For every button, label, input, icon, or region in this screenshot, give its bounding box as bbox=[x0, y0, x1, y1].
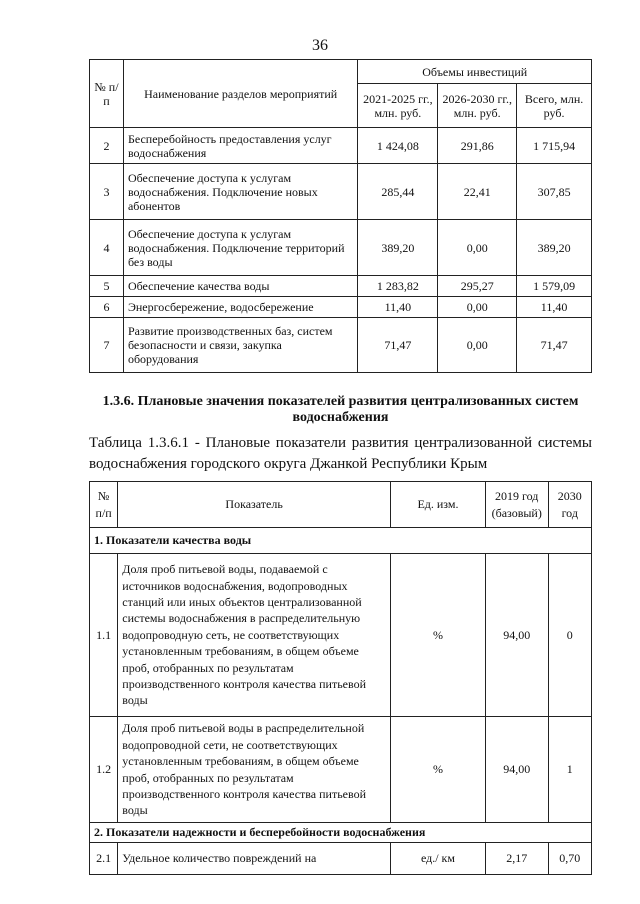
row-indicator: Удельное количество повреждений на bbox=[118, 843, 391, 875]
table-row bbox=[90, 717, 592, 823]
table-row bbox=[90, 843, 592, 875]
row-unit: % bbox=[390, 717, 485, 823]
row-num: 2 bbox=[90, 128, 124, 164]
row-name: Бесперебойность предоставления услуг водоснабжения bbox=[123, 128, 358, 164]
row-value-2021-2025: 71,47 bbox=[358, 318, 438, 373]
indicators-table bbox=[89, 481, 592, 875]
row-name: Обеспечение доступа к услугам водоснабжения. Подключение территорий без воды bbox=[123, 220, 358, 276]
row-value-2021-2025: 389,20 bbox=[358, 220, 438, 276]
row-num: 7 bbox=[90, 318, 124, 373]
header-indicator: Показатель bbox=[118, 482, 391, 528]
table-row bbox=[90, 297, 592, 318]
row-value-2026-2030: 295,27 bbox=[438, 276, 517, 297]
row-base-value: 2,17 bbox=[485, 843, 548, 875]
row-name: Развитие производственных баз, систем безопасности и связи, закупка оборудования bbox=[123, 318, 358, 373]
header-investments: Объемы инвестиций bbox=[358, 60, 592, 84]
header-2026-2030: 2026-2030 гг., млн. руб. bbox=[438, 84, 517, 128]
table-row bbox=[90, 220, 592, 276]
section-heading: 1.3.6. Плановые значения показателей развития централизованных систем водоснабжения bbox=[102, 394, 579, 425]
header-unit: Ед. изм. bbox=[390, 482, 485, 528]
section-row-reliability: 2. Показатели надежности и бесперебойности водоснабжения bbox=[90, 823, 592, 843]
table-row bbox=[90, 318, 592, 373]
row-num: 6 bbox=[90, 297, 124, 318]
row-target-value: 0,70 bbox=[548, 843, 591, 875]
table-row bbox=[90, 276, 592, 297]
row-num: 3 bbox=[90, 164, 124, 220]
row-value-2026-2030: 291,86 bbox=[438, 128, 517, 164]
row-base-value: 94,00 bbox=[485, 717, 548, 823]
row-num: 5 bbox=[90, 276, 124, 297]
row-num: 4 bbox=[90, 220, 124, 276]
header-2021-2025: 2021-2025 гг., млн. руб. bbox=[358, 84, 438, 128]
header-base-year: 2019 год (базовый) bbox=[485, 482, 548, 528]
row-value-total: 1 715,94 bbox=[517, 128, 592, 164]
row-value-2026-2030: 22,41 bbox=[438, 164, 517, 220]
table-row bbox=[90, 554, 592, 717]
section-row-quality: 1. Показатели качества воды bbox=[90, 528, 592, 554]
row-unit: % bbox=[390, 554, 485, 717]
row-num: 1.1 bbox=[90, 554, 118, 717]
row-base-value: 94,00 bbox=[485, 554, 548, 717]
row-value-total: 389,20 bbox=[517, 220, 592, 276]
row-value-2021-2025: 11,40 bbox=[358, 297, 438, 318]
row-value-2026-2030: 0,00 bbox=[438, 297, 517, 318]
row-unit: ед./ км bbox=[390, 843, 485, 875]
row-target-value: 0 bbox=[548, 554, 591, 717]
table-row bbox=[90, 164, 592, 220]
row-value-total: 307,85 bbox=[517, 164, 592, 220]
row-name: Обеспечение доступа к услугам водоснабжения. Подключение новых абонентов bbox=[123, 164, 358, 220]
header-num: № п/п bbox=[90, 60, 124, 128]
row-name: Обеспечение качества воды bbox=[123, 276, 358, 297]
row-indicator: Доля проб питьевой воды в распределительной водопроводной сети, не соответствующих установленным требованиям, в общем объеме проб, отобранных по результатам производственного контроля качества питьевой воды bbox=[118, 717, 391, 823]
header-num: № п/п bbox=[90, 482, 118, 528]
row-value-2021-2025: 1 283,82 bbox=[358, 276, 438, 297]
table-row bbox=[90, 128, 592, 164]
row-indicator: Доля проб питьевой воды, подаваемой с источников водоснабжения, водопроводных станций или иных объектов централизованной системы водоснабжения в распределительную водопроводную сеть, не соответствующих установленным требованиям, в общем объеме проб, отобранных по результатам производственного контроля качества питьевой воды bbox=[118, 554, 391, 717]
header-name: Наименование разделов мероприятий bbox=[123, 60, 358, 128]
row-value-2026-2030: 0,00 bbox=[438, 318, 517, 373]
row-value-total: 11,40 bbox=[517, 297, 592, 318]
table-caption: Таблица 1.3.6.1 - Плановые показатели развития централизованной системы водоснабжения городского округа Джанкой Республики Крым bbox=[89, 435, 592, 472]
page-number: 36 bbox=[312, 37, 328, 54]
investment-table bbox=[89, 59, 592, 373]
row-value-2021-2025: 1 424,08 bbox=[358, 128, 438, 164]
row-target-value: 1 bbox=[548, 717, 591, 823]
row-value-2021-2025: 285,44 bbox=[358, 164, 438, 220]
row-value-2026-2030: 0,00 bbox=[438, 220, 517, 276]
header-total: Всего, млн. руб. bbox=[517, 84, 592, 128]
row-name: Энергосбережение, водосбережение bbox=[123, 297, 358, 318]
row-num: 1.2 bbox=[90, 717, 118, 823]
row-value-total: 71,47 bbox=[517, 318, 592, 373]
header-target-year: 2030 год bbox=[548, 482, 591, 528]
row-value-total: 1 579,09 bbox=[517, 276, 592, 297]
row-num: 2.1 bbox=[90, 843, 118, 875]
